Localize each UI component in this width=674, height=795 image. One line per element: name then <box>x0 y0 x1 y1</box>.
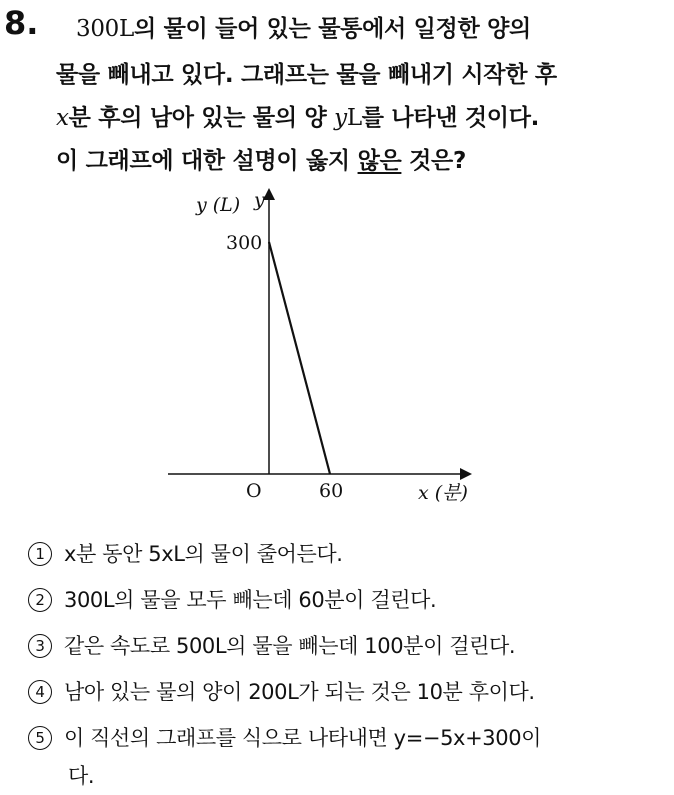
question-text-4b: 것은? <box>401 148 466 174</box>
question-text-3a: 분 후의 남아 있는 물의 양 <box>68 105 335 131</box>
x-axis-label: x (분) <box>418 482 468 504</box>
var-x: x <box>56 105 69 131</box>
y-axis-label: y (L) <box>196 194 241 216</box>
option-5-mark: 5 <box>28 726 52 750</box>
option-5 <box>28 722 541 752</box>
option-3-mark: 3 <box>28 634 52 658</box>
question-number: 8. <box>4 4 39 42</box>
question-text-4a: 이 그래프에 대한 설명이 옳지 <box>56 148 358 174</box>
unit-liter-2: L <box>346 105 362 131</box>
option-1-mark: 1 <box>28 542 52 566</box>
option-4-mark: 4 <box>28 680 52 704</box>
option-1 <box>28 538 343 568</box>
option-2-mark: 2 <box>28 588 52 612</box>
option-4 <box>28 676 535 706</box>
var-y: y <box>334 105 347 131</box>
x-tick-label: 60 <box>319 480 344 502</box>
question-text-3b: 를 나타낸 것이다. <box>361 105 540 131</box>
option-5-continued: 다. <box>68 764 95 788</box>
option-3 <box>28 630 515 660</box>
origin-label: O <box>246 480 262 502</box>
option-1-text: x분 동안 5xL의 물이 줄어든다. <box>64 542 343 566</box>
y-axis-letter: y <box>254 189 265 211</box>
option-2 <box>28 584 436 614</box>
data-line <box>269 242 330 474</box>
underlined-word: 않은 <box>357 148 402 174</box>
option-3-text: 같은 속도로 500L의 물을 빼는데 100분이 걸린다. <box>64 634 516 658</box>
option-4-text: 남아 있는 물의 양이 200L가 되는 것은 10분 후이다. <box>64 680 535 704</box>
option-5-text: 이 직선의 그래프를 식으로 나타내면 y=−5x+300이 <box>64 726 542 750</box>
quantity-300: 300 <box>76 16 119 42</box>
question-text-1: 의 물이 들어 있는 물통에서 일정한 양의 <box>133 16 531 42</box>
question-line-2: 물을 빼내고 있다. 그래프는 물을 빼내기 시작한 후 <box>56 62 557 88</box>
unit-liter: L <box>119 16 134 42</box>
option-2-text: 300L의 물을 모두 빼는데 60분이 걸린다. <box>64 588 437 612</box>
y-tick-label: 300 <box>226 232 263 254</box>
